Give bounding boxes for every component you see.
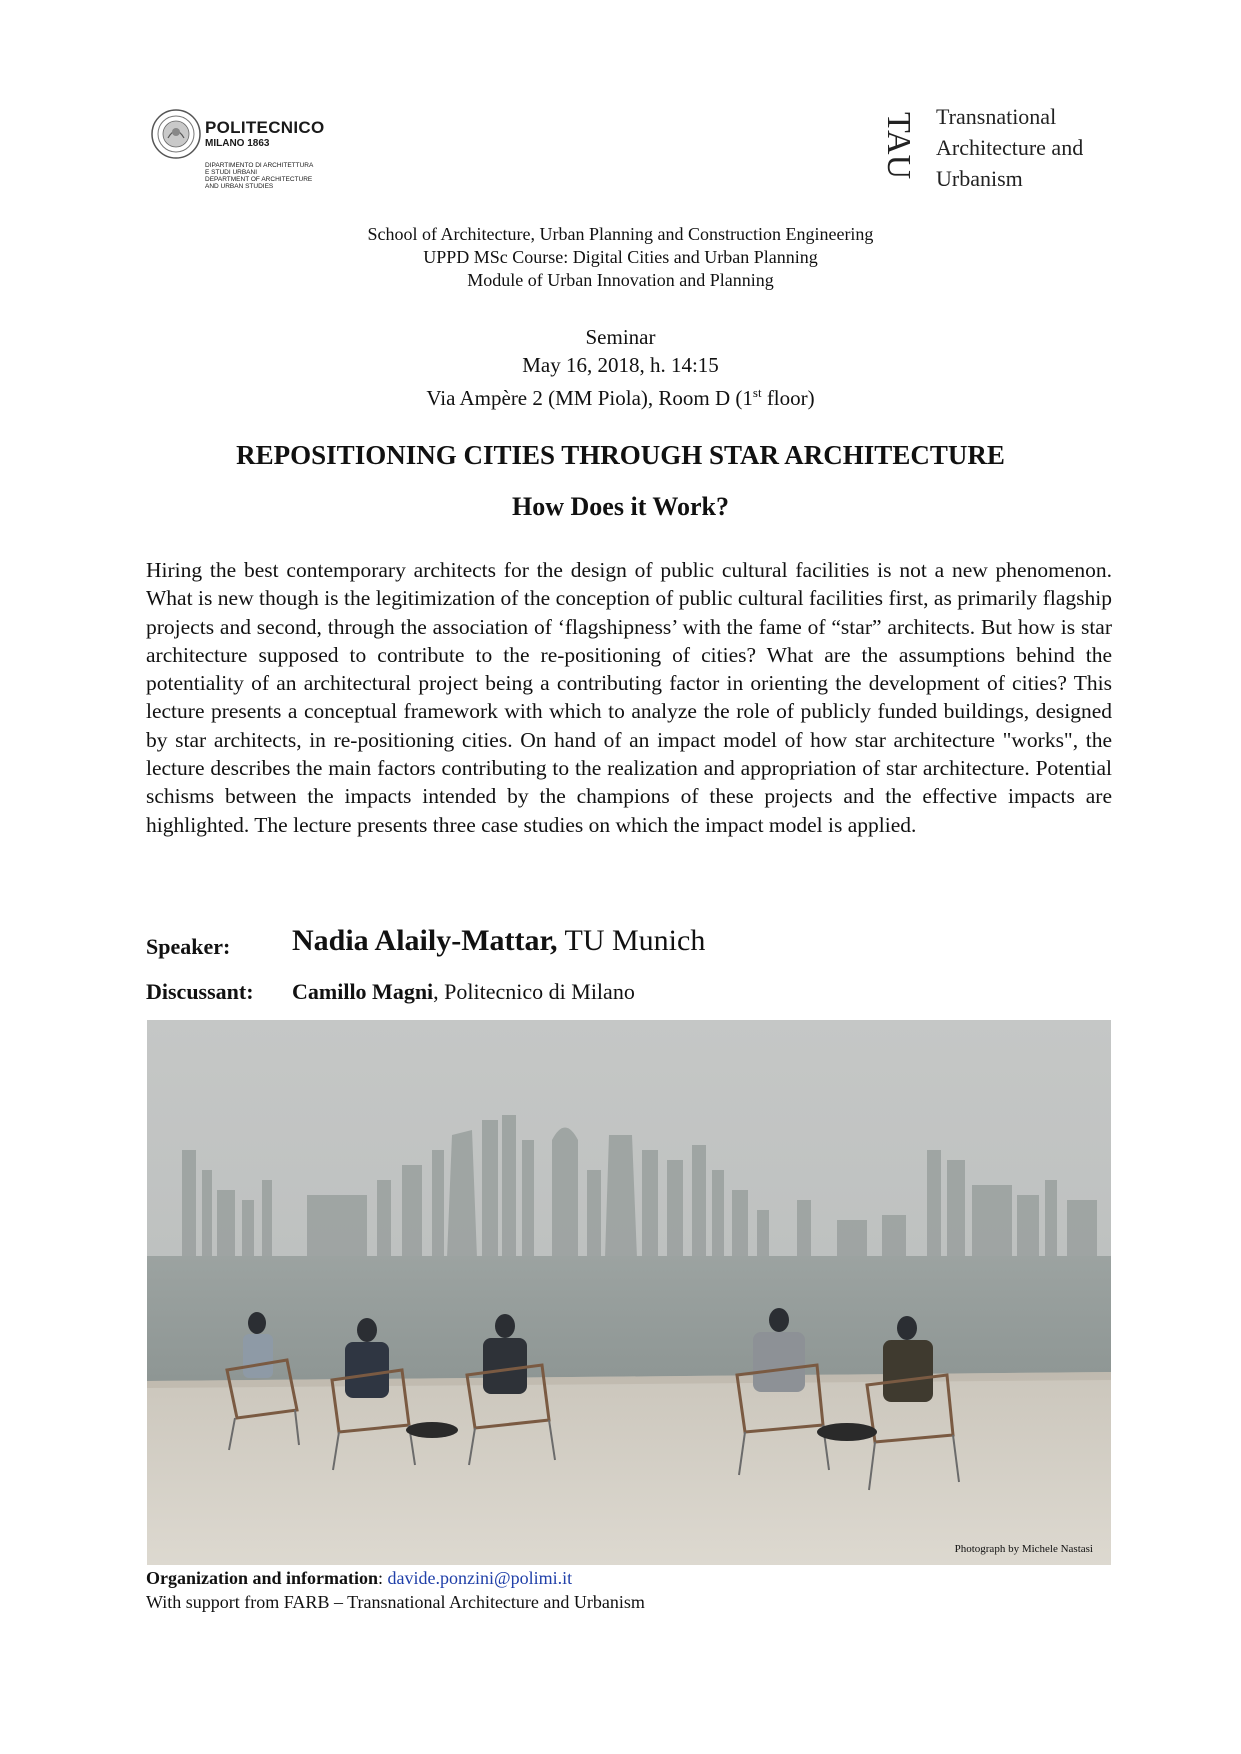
venue-sup: st — [752, 385, 762, 400]
speaker-label: Speaker: — [146, 934, 231, 959]
photo-illustration — [147, 1020, 1111, 1565]
tau-logo — [880, 104, 1120, 194]
polimi-seal-icon — [150, 108, 202, 160]
discussant — [292, 979, 635, 1005]
venue-suffix: floor) — [761, 386, 815, 410]
polimi-city: MILANO 1863 — [205, 138, 270, 149]
abstract-paragraph: Hiring the best contemporary architects for the design of public cultural facilities is not a new phenomenon. What is new though is the legitimization of the conception of public cultural facilities first, as primarily flagship projects and second, through the association of ‘flagshipness’ with the fame of “star” architects. But how is star architecture supposed to contribute to the re-positioning of cities? What are the assumptions behind the potentiality of an architectural project being a contributing factor in orienting the development of cities? This lecture presents a conceptual framework with which to analyze the role of publicly funded buildings, designed by star architects, in re-positioning cities. On hand of an impact model of how star architecture "works", the lecture describes the main factors contributing to the realization and appropriation of star architecture. Potential schisms between the impacts intended by the champions of these projects and the effective impacts are highlighted. The lecture presents three case studies on which the impact model is applied. — [146, 558, 1112, 837]
tau-line: Architecture and — [936, 135, 1084, 160]
course-name: UPPD MSc Course: Digital Cities and Urban Planning — [423, 247, 818, 267]
polimi-dept-line: E STUDI URBANI — [205, 169, 258, 176]
organization-info — [146, 1568, 572, 1589]
polimi-dept-line: DIPARTIMENTO DI ARCHITETTURA — [205, 162, 314, 169]
speaker — [292, 924, 705, 958]
tau-line: Transnational — [936, 104, 1057, 129]
speaker-affiliation: TU Munich — [557, 924, 706, 957]
discussant-name: Camillo Magni — [292, 979, 434, 1004]
org-separator: : — [378, 1568, 388, 1588]
discussant-label: Discussant: — [146, 979, 254, 1004]
seminar-subtitle: How Does it Work? — [512, 492, 729, 521]
polimi-dept-line: DEPARTMENT OF ARCHITECTURE — [205, 176, 313, 183]
doha-skyline-photo — [147, 1020, 1111, 1565]
tau-mark-text: TAU — [880, 112, 917, 180]
photo-credit: Photograph by Michele Nastasi — [954, 1543, 1093, 1555]
speaker-name: Nadia Alaily-Mattar, — [292, 924, 558, 957]
school-name: School of Architecture, Urban Planning and Construction Engineering — [367, 224, 874, 244]
seminar-title: REPOSITIONING CITIES THROUGH STAR ARCHITECTURE — [236, 440, 1005, 470]
org-label: Organization and information — [146, 1568, 379, 1588]
event-type: Seminar — [585, 325, 656, 349]
event-venue — [0, 379, 1241, 412]
tau-line: Urbanism — [936, 166, 1023, 191]
event-datetime: May 16, 2018, h. 14:15 — [522, 353, 719, 377]
discussant-affiliation: , Politecnico di Milano — [433, 979, 635, 1004]
polimi-name: POLITECNICO — [205, 118, 325, 137]
support-note: With support from FARB – Transnational Architecture and Urbanism — [146, 1592, 645, 1612]
tau-mark-icon — [880, 108, 918, 190]
module-name: Module of Urban Innovation and Planning — [467, 270, 774, 290]
polimi-dept-line: AND URBAN STUDIES — [205, 183, 274, 190]
contact-email-link[interactable]: davide.ponzini@polimi.it — [387, 1568, 573, 1588]
venue-prefix: Via Ampère 2 (MM Piola), Room D (1 — [426, 386, 753, 410]
polimi-logo — [150, 108, 350, 200]
